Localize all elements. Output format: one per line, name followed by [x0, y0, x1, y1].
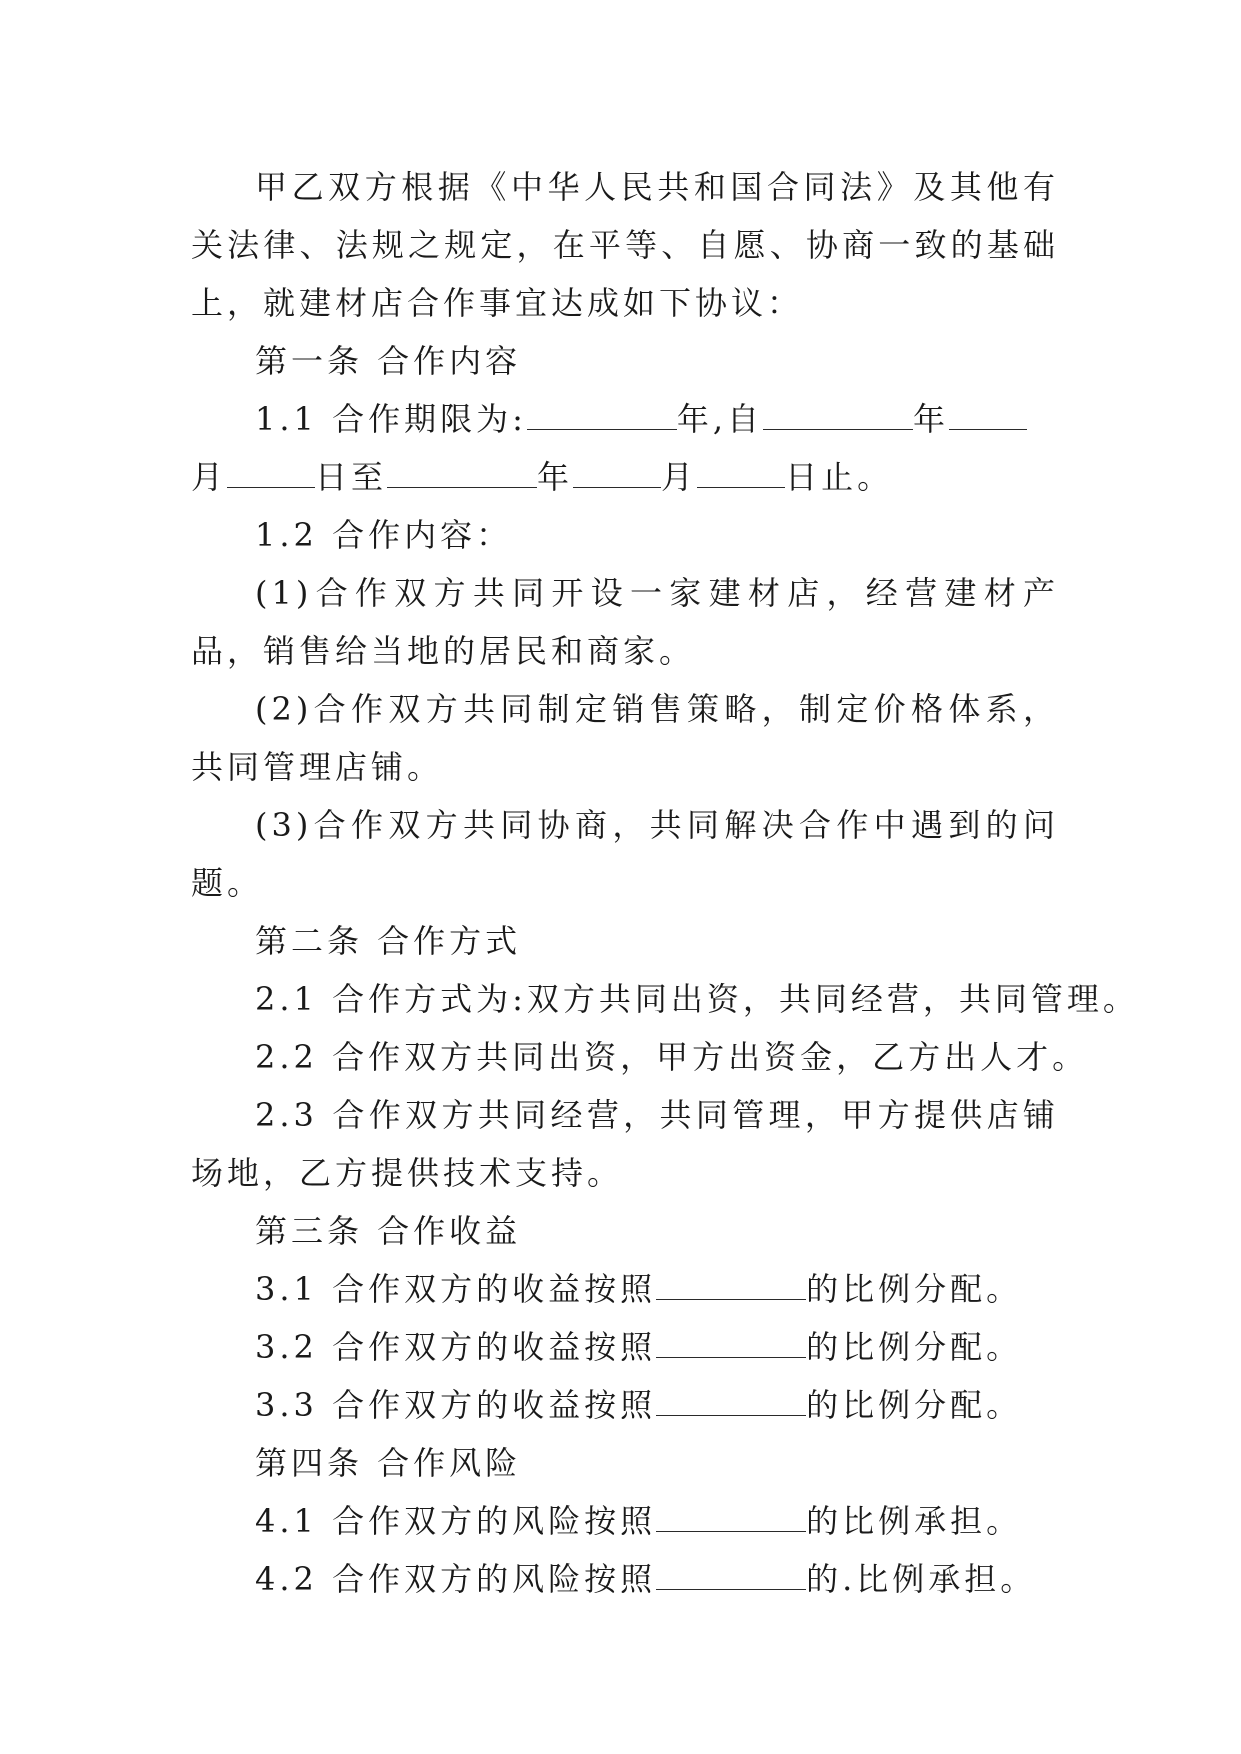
clause-3-3: [191, 1376, 1059, 1434]
clause-label: 3.1 合作双方的收益按照: [255, 1270, 657, 1308]
intro-paragraph: 甲乙双方根据《中华人民共和国合同法》及其他有关法律、法规之规定，在平等、自愿、协商一致的基础上，就建材店合作事宜达成如下协议：: [191, 168, 1059, 322]
clause-3-1: [191, 1260, 1059, 1318]
blank-field: [656, 1263, 806, 1300]
clause-1-2: 1.2 合作内容：: [255, 516, 513, 554]
clause-2-2: 2.2 合作双方共同出资，甲方出资金，乙方出人才。: [255, 1038, 1089, 1076]
article-4-heading: 第四条 合作风险: [255, 1444, 522, 1482]
article-1-heading: 第一条 合作内容: [255, 342, 522, 380]
clause-suffix: 的比例分配。: [806, 1386, 1023, 1424]
clause-suffix: 的比例承担。: [806, 1502, 1023, 1540]
clause-4-2: [191, 1550, 1059, 1608]
clause-suffix: 的.比例承担。: [806, 1560, 1037, 1598]
clause-suffix: 的比例分配。: [806, 1328, 1023, 1366]
clause-1-1-text: 月: [661, 458, 698, 496]
clause-label: 3.3 合作双方的收益按照: [255, 1386, 657, 1424]
clause-1-1-line-1: [191, 390, 1059, 448]
clause-label: 4.1 合作双方的风险按照: [255, 1502, 657, 1540]
clause-4-1: [191, 1492, 1059, 1550]
contract-body: [191, 158, 1139, 1608]
article-2-heading: 第二条 合作方式: [255, 922, 522, 960]
blank-field: [697, 451, 785, 488]
blank-field: [949, 393, 1027, 430]
clause-2-3: 2.3 合作双方共同经营，共同管理，甲方提供店铺场地，乙方提供技术支持。: [191, 1096, 1059, 1192]
clause-1-1-text: 年: [537, 458, 574, 496]
clause-label: 4.2 合作双方的风险按照: [255, 1560, 657, 1598]
blank-field: [763, 393, 913, 430]
blank-field: [387, 451, 537, 488]
item-3: (3)合作双方共同协商，共同解决合作中遇到的问题。: [191, 806, 1059, 902]
item-2: (2)合作双方共同制定销售策略，制定价格体系，共同管理店铺。: [191, 690, 1059, 786]
clause-2-1: 2.1 合作方式为:双方共同出资，共同经营，共同管理。: [255, 980, 1139, 1018]
blank-field: [656, 1321, 806, 1358]
clause-1-1-label: 1.1 合作期限为:: [255, 400, 527, 438]
blank-field: [656, 1379, 806, 1416]
blank-field: [656, 1553, 806, 1590]
blank-field: [227, 451, 315, 488]
clause-1-1-line-2: [191, 448, 1059, 506]
clause-1-1-text: 日至: [315, 458, 388, 496]
clause-suffix: 的比例分配。: [806, 1270, 1023, 1308]
blank-field: [656, 1495, 806, 1532]
clause-1-1-text: 日止。: [785, 458, 894, 496]
clause-1-1-text: 月: [191, 458, 228, 496]
article-3-heading: 第三条 合作收益: [255, 1212, 522, 1250]
blank-field: [527, 393, 677, 430]
item-1: (1)合作双方共同开设一家建材店，经营建材产品，销售给当地的居民和商家。: [191, 574, 1059, 670]
clause-1-1-text: 年: [913, 400, 950, 438]
clause-3-2: [191, 1318, 1059, 1376]
clause-1-1-text: 年,自: [676, 400, 764, 438]
blank-field: [573, 451, 661, 488]
clause-label: 3.2 合作双方的收益按照: [255, 1328, 657, 1366]
